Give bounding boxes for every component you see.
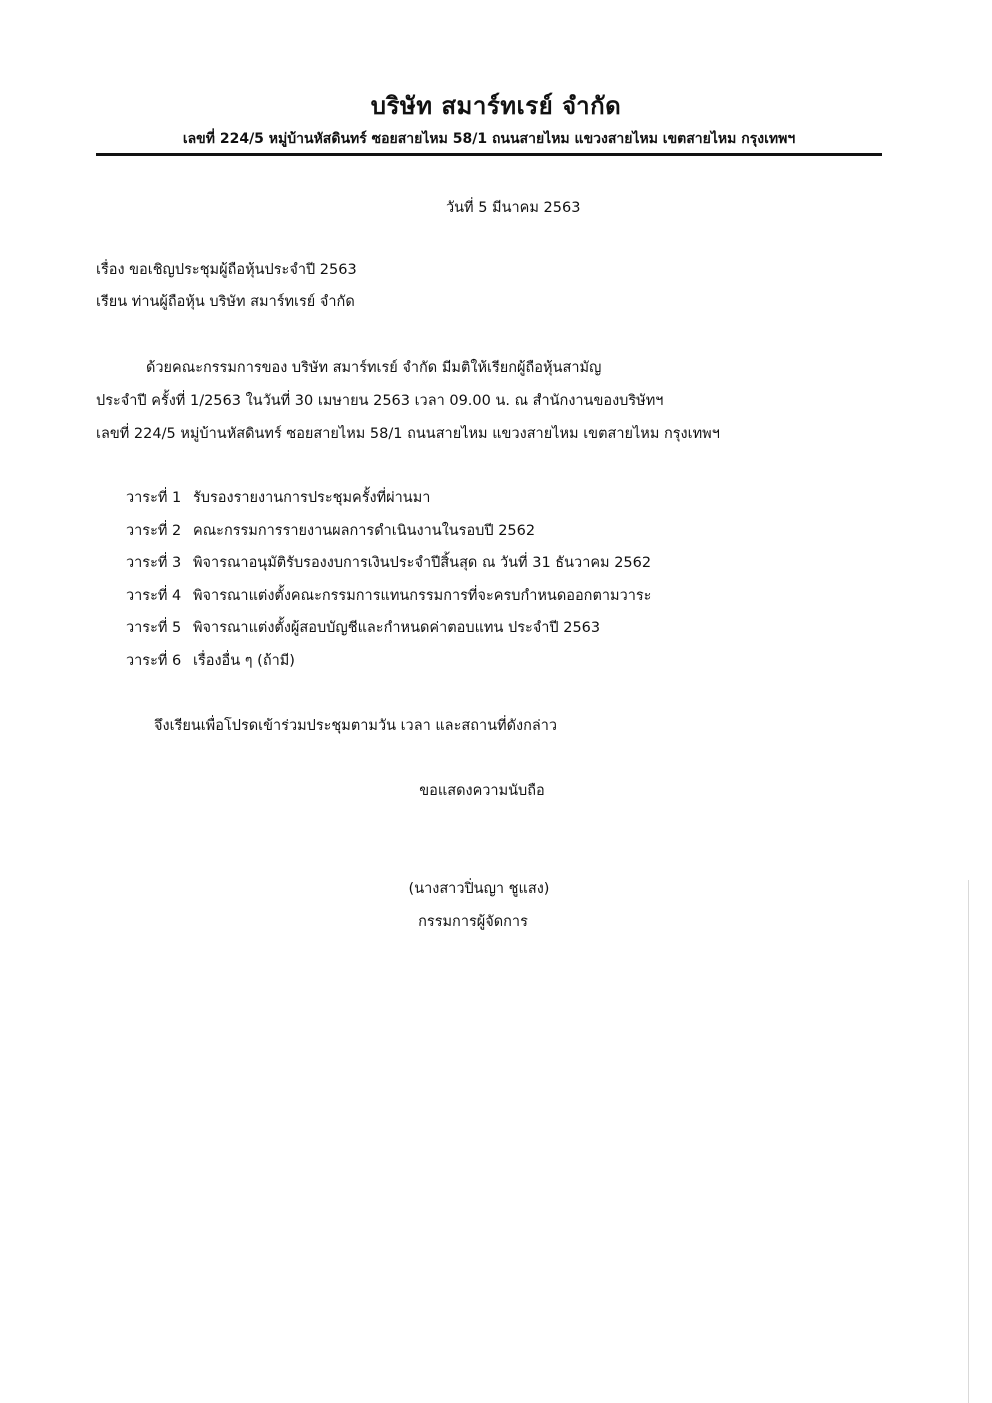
closing-sentence: จึงเรียนเพื่อโปรดเข้าร่วมประชุมตามวัน เวลา และสถานที่ดังกล่าว (154, 718, 558, 734)
company-address: เลขที่ 224/5 หมู่บ้านหัสดินทร์ ซอยสายไหม 58/1 ถนนสายไหม แขวงสายไหม เขตสายไหม กรุงเทพฯ (182, 131, 796, 147)
company-name: บริษัท สมาร์ทเรย์ จำกัด (370, 92, 622, 120)
agenda-item-label: วาระที่ 4 (126, 587, 182, 604)
agenda-item-label: วาระที่ 3 (126, 555, 182, 571)
letter-salutation: เรียน ท่านผู้ถือหุ้น บริษัท สมาร์ทเรย์ จำกัด (96, 294, 355, 310)
letter-subject: เรื่อง ขอเชิญประชุมผู้ถือหุ้นประจำปี 2563 (96, 262, 357, 278)
agenda-item (126, 586, 651, 619)
agenda-item-label: วาระที่ 1 (126, 490, 182, 506)
agenda-item-label: วาระที่ 2 (126, 522, 182, 539)
agenda-item (126, 618, 651, 651)
complimentary-close: ขอแสดงความนับถือ (419, 783, 545, 799)
agenda-item-text: รับรองรายงานการประชุมครั้งที่ผ่านมา (193, 490, 431, 506)
agenda-item-text: พิจารณาแต่งตั้งคณะกรรมการแทนกรรมการที่จะครบกำหนดออกตามวาระ (193, 587, 652, 604)
scan-edge-line (968, 880, 969, 1403)
agenda-item-label: วาระที่ 5 (126, 620, 182, 636)
header-divider (96, 153, 882, 156)
body-paragraph-line: ประจำปี ครั้งที่ 1/2563 ในวันที่ 30 เมษายน 2563 เวลา 09.00 น. ณ สำนักงานของบริษัทฯ (96, 393, 664, 409)
agenda-item-text: พิจารณาอนุมัติรับรองงบการเงินประจำปีสิ้นสุด ณ วันที่ 31 ธันวาคม 2562 (193, 555, 652, 571)
letter-date: วันที่ 5 มีนาคม 2563 (446, 200, 581, 216)
signer-title: กรรมการผู้จัดการ (418, 914, 528, 930)
agenda-item (126, 651, 651, 684)
agenda-item-text: คณะกรรมการรายงานผลการดำเนินงานในรอบปี 2562 (193, 522, 536, 539)
agenda-item-text: พิจารณาแต่งตั้งผู้สอบบัญชีและกำหนดค่าตอบแทน ประจำปี 2563 (193, 620, 601, 636)
agenda-item-label: วาระที่ 6 (126, 652, 182, 669)
body-paragraph-line: ด้วยคณะกรรมการของ บริษัท สมาร์ทเรย์ จำกัด มีมติให้เรียกผู้ถือหุ้นสามัญ (146, 360, 602, 376)
agenda-list (126, 488, 651, 683)
agenda-item (126, 488, 651, 521)
agenda-item (126, 521, 651, 554)
signer-name: (นางสาวปิ่นญา ชูแสง) (408, 881, 550, 897)
body-paragraph-line: เลขที่ 224/5 หมู่บ้านหัสดินทร์ ซอยสายไหม 58/1 ถนนสายไหม แขวงสายไหม เขตสายไหม กรุงเทพฯ (96, 426, 720, 442)
agenda-item (126, 553, 651, 586)
agenda-item-text: เรื่องอื่น ๆ (ถ้ามี) (193, 652, 295, 669)
